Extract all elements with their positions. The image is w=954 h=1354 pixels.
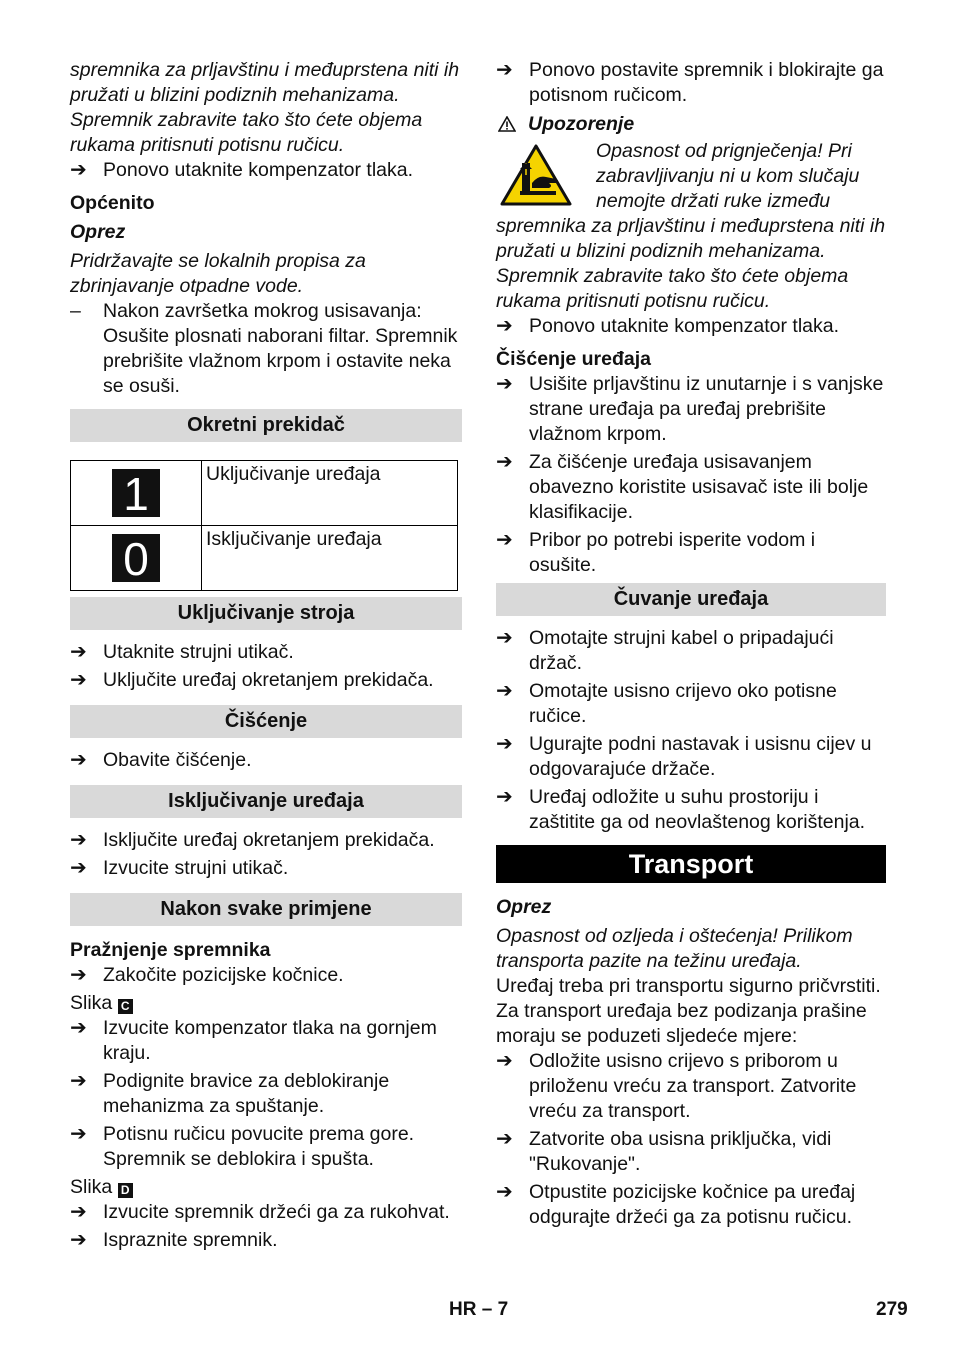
list-item: ➔ Ponovo utaknite kompenzator tlaka. [496, 315, 840, 337]
arrow-icon: ➔ [496, 1050, 513, 1072]
dash-list-item: – Nakon završetka mokrog usisavanja: Osušite plosnati naborani filtar. Spremnik prebrišite vlažnom krpom i ostavite neka se osuši. [70, 300, 458, 397]
section-heading-okretni-prekidac: Okretni prekidač [70, 409, 462, 442]
list-item: ➔ Pribor po potrebi isperite vodom i osušite. [496, 529, 816, 576]
chapter-heading-transport: Transport [496, 845, 886, 883]
subsection-title-ciscenje-uredaja: Čišćenje uređaja [496, 348, 651, 370]
list-item: ➔ Usišite prljavštinu iz unutarnje i s vanjske strane uređaja pa uređaj prebrišite vlažnom krpom. [496, 373, 884, 445]
right-column [496, 58, 886, 1233]
list-item: ➔ Ponovo utaknite kompenzator tlaka. [70, 159, 414, 181]
table-row [71, 461, 458, 526]
arrow-icon: ➔ [70, 159, 87, 181]
list-item: ➔ Podignite bravice za deblokiranje mehanizma za spuštanje. [70, 1070, 390, 1117]
arrow-icon: ➔ [496, 59, 513, 81]
list-item: ➔ Ispraznite spremnik. [70, 1229, 278, 1251]
figure-reference-d: Slika D [70, 1175, 462, 1200]
warning-block [496, 139, 886, 314]
paragraph: Za transport uređaja bez podizanja prašine moraju se poduzeti sljedeće mjere: [496, 1000, 867, 1047]
list-item: ➔ Za čišćenje uređaja usisavanjem obavezno koristite usisavač iste ili bolje klasifikacije. [496, 451, 869, 523]
list-item: ➔ Isključite uređaj okretanjem prekidača. [70, 829, 435, 851]
left-column [70, 58, 462, 1256]
list-item: ➔ Otpustite pozicijske kočnice pa uređaj odgurajte držeći ga za potisnu ručicu. [496, 1181, 856, 1228]
figure-d-badge: D [118, 1183, 133, 1198]
list-item: ➔ Obavite čišćenje. [70, 749, 252, 771]
section-heading-ciscenje: Čišćenje [70, 705, 462, 738]
caution-label: Oprez [496, 896, 552, 918]
list-item: ➔ Uključite uređaj okretanjem prekidača. [70, 669, 434, 691]
switch-off-symbol: 0 [112, 534, 160, 582]
table-cell: Isključivanje uređaja [202, 526, 458, 591]
section-heading-nakon-svake-primjene: Nakon svake primjene [70, 893, 462, 926]
paragraph: Uređaj treba pri transportu sigurno pričvrstiti. [496, 975, 881, 997]
table-row [71, 526, 458, 591]
list-item: ➔ Odložite usisno crijevo s priborom u priloženu vreću za transport. Zatvorite vreću za transport. [496, 1050, 857, 1122]
warning-text: Opasnost od prignječenja! Pri zabravljivanju ni u kom slučaju nemojte držati ruke između spremnika za prljavštinu i međuprstena niti ih pružati u blizini podiznih mehanizama. Spremnik zabravite tako što ćete objema rukama pritisnuti potisnu ručicu. [496, 140, 886, 312]
crush-hazard-icon [500, 143, 572, 207]
arrow-icon: ➔ [496, 1181, 513, 1203]
arrow-icon: ➔ [70, 1123, 87, 1145]
arrow-icon: ➔ [496, 1128, 513, 1150]
section-subtitle-opcenito: Općenito [70, 192, 155, 214]
caution-label: Oprez [70, 221, 126, 243]
list-item: ➔ Uređaj odložite u suhu prostoriju i zaštitite ga od neovlaštenog korištenja. [496, 786, 866, 833]
intro-italic-text: spremnika za prljavštinu i međuprstena niti ih pružati u blizini podiznih mehanizama. Spremnik zabravite tako što ćete objema rukama pritisnuti potisnu ručicu. [70, 59, 460, 156]
arrow-icon: ➔ [70, 1201, 87, 1223]
list-item: ➔ Zakočite pozicijske kočnice. [70, 964, 344, 986]
caution-text: Opasnost od ozljeda i oštećenja! Prilikom transporta pazite na težinu uređaja. [496, 925, 853, 972]
arrow-icon: ➔ [70, 669, 87, 691]
list-item: ➔ Omotajte usisno crijevo oko potisne ručice. [496, 680, 837, 727]
arrow-icon: ➔ [496, 786, 513, 808]
list-item: ➔ Utaknite strujni utikač. [70, 641, 294, 663]
list-item: ➔ Omotajte strujni kabel o pripadajući držač. [496, 627, 834, 674]
arrow-icon: ➔ [70, 964, 87, 986]
arrow-icon: ➔ [70, 749, 87, 771]
figure-c-badge: C [118, 999, 133, 1014]
list-item: ➔ Izvucite strujni utikač. [70, 857, 289, 879]
arrow-icon: ➔ [70, 857, 87, 879]
arrow-icon: ➔ [70, 1070, 87, 1092]
warning-triangle-icon [498, 114, 516, 139]
section-heading-cuvanje: Čuvanje uređaja [496, 583, 886, 616]
table-cell: Uključivanje uređaja [202, 461, 458, 526]
arrow-icon: ➔ [496, 315, 513, 337]
list-item: ➔ Izvucite spremnik držeći ga za rukohvat. [70, 1201, 450, 1223]
footer-page-number: 279 [876, 1299, 908, 1320]
arrow-icon: ➔ [70, 829, 87, 851]
footer-language-page: HR – 7 [449, 1299, 509, 1320]
arrow-icon: ➔ [496, 451, 513, 473]
switch-table [70, 460, 458, 591]
list-item: ➔ Zatvorite oba usisna priključka, vidi "Rukovanje". [496, 1128, 832, 1175]
list-item: ➔ Potisnu ručicu povucite prema gore. Spremnik se deblokira i spušta. [70, 1123, 415, 1170]
arrow-icon: ➔ [496, 627, 513, 649]
warning-heading: Upozorenje [496, 112, 886, 137]
arrow-icon: ➔ [70, 641, 87, 663]
arrow-icon: ➔ [70, 1229, 87, 1251]
arrow-icon: ➔ [496, 373, 513, 395]
arrow-icon: ➔ [496, 529, 513, 551]
list-item: ➔ Izvucite kompenzator tlaka na gornjem kraju. [70, 1017, 437, 1064]
section-heading-ukljucivanje: Uključivanje stroja [70, 597, 462, 630]
caution-text: Pridržavajte se lokalnih propisa za zbrinjavanje otpadne vode. [70, 250, 366, 297]
subsection-title-praznjenje: Pražnjenje spremnika [70, 939, 271, 961]
arrow-icon: ➔ [496, 733, 513, 755]
section-heading-iskljucivanje: Isključivanje uređaja [70, 785, 462, 818]
switch-on-symbol: 1 [112, 469, 160, 517]
list-item: ➔ Ugurajte podni nastavak i usisnu cijev u odgovarajuće držače. [496, 733, 872, 780]
list-item: ➔ Ponovo postavite spremnik i blokirajte ga potisnom ručicom. [496, 59, 884, 106]
arrow-icon: ➔ [496, 680, 513, 702]
arrow-icon: ➔ [70, 1017, 87, 1039]
figure-reference-c: Slika C [70, 991, 462, 1016]
dash-icon: – [70, 300, 81, 322]
